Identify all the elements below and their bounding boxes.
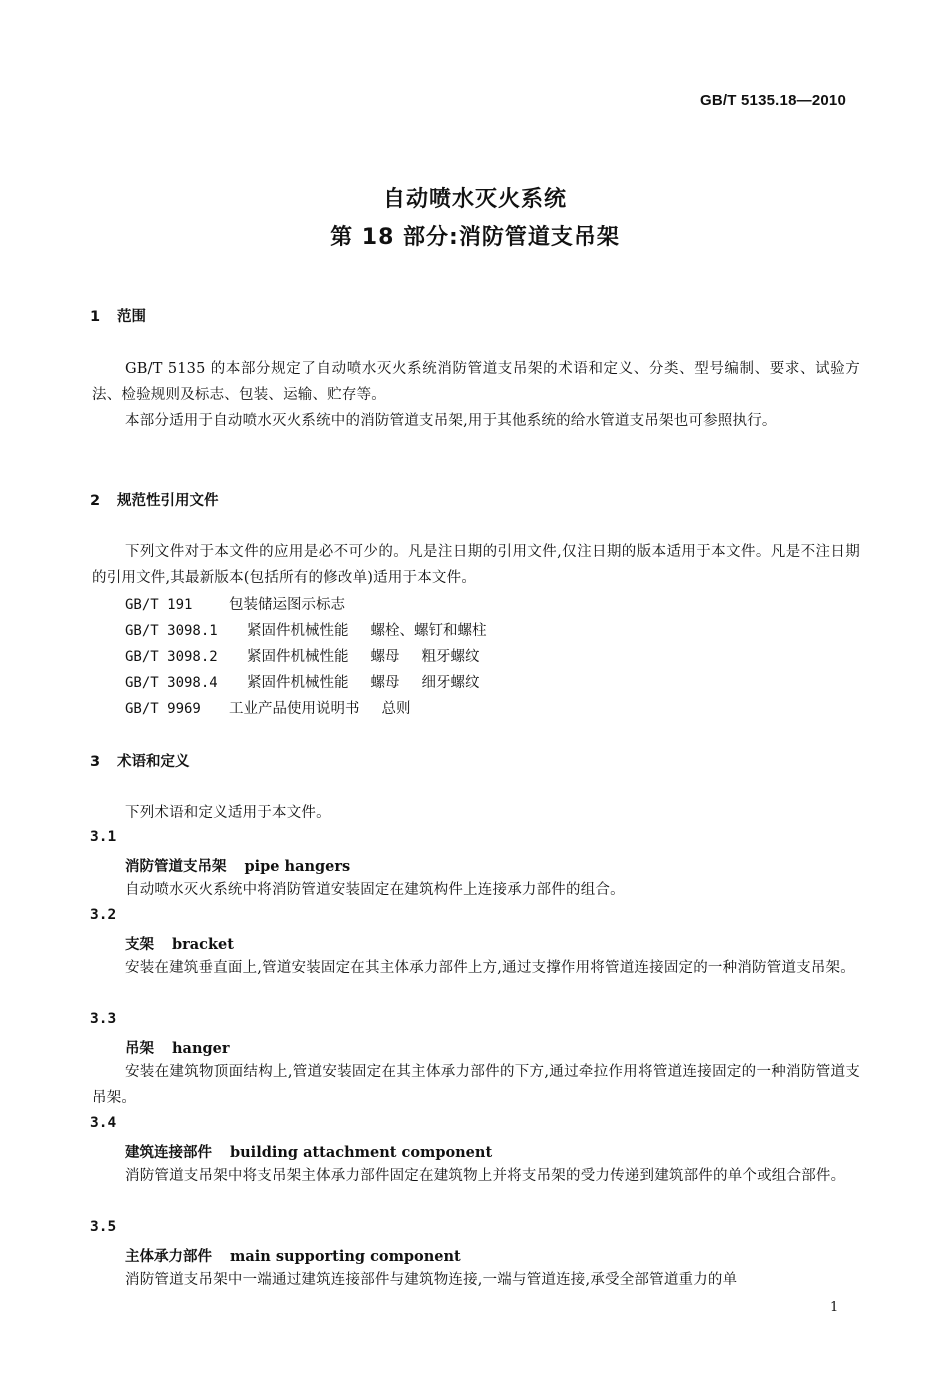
clause-number: 3.4 bbox=[90, 1115, 117, 1131]
term-en: main supporting component bbox=[230, 1248, 461, 1265]
reference-item bbox=[125, 645, 502, 666]
section-1-paragraph-2: 本部分适用于自动喷水灭火系统中的消防管道支吊架,用于其他系统的给水管道支吊架也可参照执行。 bbox=[125, 413, 777, 429]
clause-number: 3.2 bbox=[90, 907, 117, 923]
section-1-paragraph-1: GB/T 5135 的本部分规定了自动喷水灭火系统消防管道支吊架的术语和定义、分类、型号编制、要求、试验方法、检验规则及标志、包装、运输、贮存等。 bbox=[92, 361, 860, 403]
term-heading bbox=[125, 1037, 229, 1058]
standard-code: GB/T 5135.18—2010 bbox=[700, 92, 846, 109]
section-2-heading bbox=[90, 489, 219, 510]
term-definition: 消防管道支吊架中将支吊架主体承力部件固定在建筑物上并将支吊架的受力传递到建筑部件的单个或组合部件。 bbox=[125, 1168, 846, 1184]
reference-item bbox=[125, 697, 433, 718]
reference-subtitle: 螺栓、螺钉和螺柱 bbox=[370, 623, 487, 639]
section-number: 1 bbox=[90, 309, 101, 325]
reference-subtitle: 螺母 bbox=[370, 649, 400, 665]
term-en: pipe hangers bbox=[244, 858, 351, 875]
term-zh: 主体承力部件 bbox=[125, 1248, 212, 1265]
section-3-intro: 下列术语和定义适用于本文件。 bbox=[125, 805, 331, 821]
reference-title: 紧固件机械性能 bbox=[247, 623, 349, 639]
term-en: hanger bbox=[172, 1040, 230, 1057]
clause-number: 3.3 bbox=[90, 1011, 117, 1027]
reference-title: 工业产品使用说明书 bbox=[229, 701, 360, 717]
term-heading bbox=[125, 855, 350, 876]
document-title-line1: 自动喷水灭火系统 bbox=[382, 187, 567, 212]
section-title: 范围 bbox=[117, 309, 146, 325]
term-heading bbox=[125, 1141, 492, 1162]
term-zh: 建筑连接部件 bbox=[125, 1144, 212, 1161]
term-heading bbox=[125, 1245, 461, 1266]
term-definition: 安装在建筑物顶面结构上,管道安装固定在其主体承力部件的下方,通过牵拉作用将管道连接固定的一种消防管道支吊架。 bbox=[92, 1064, 860, 1106]
clause-number: 3.1 bbox=[90, 829, 117, 845]
section-title: 术语和定义 bbox=[117, 754, 190, 770]
reference-code: GB/T 191 bbox=[125, 597, 193, 613]
term-definition: 消防管道支吊架中一端通过建筑连接部件与建筑物连接,一端与管道连接,承受全部管道重力的单 bbox=[125, 1272, 738, 1288]
reference-code: GB/T 3098.2 bbox=[125, 649, 218, 665]
reference-subtitle-2: 粗牙螺纹 bbox=[421, 649, 480, 665]
section-3-heading bbox=[90, 750, 190, 771]
section-number: 3 bbox=[90, 754, 101, 770]
reference-code: GB/T 3098.1 bbox=[125, 623, 218, 639]
reference-subtitle: 螺母 bbox=[370, 675, 400, 691]
section-1-heading bbox=[90, 305, 146, 326]
term-definition: 安装在建筑垂直面上,管道安装固定在其主体承力部件上方,通过支撑作用将管道连接固定的一种消防管道支吊架。 bbox=[125, 960, 855, 976]
reference-subtitle-2: 细牙螺纹 bbox=[421, 675, 480, 691]
reference-subtitle: 总则 bbox=[381, 701, 411, 717]
reference-title: 紧固件机械性能 bbox=[247, 649, 349, 665]
term-definition: 自动喷水灭火系统中将消防管道安装固定在建筑构件上连接承力部件的组合。 bbox=[125, 882, 625, 898]
reference-title: 紧固件机械性能 bbox=[247, 675, 349, 691]
section-number: 2 bbox=[90, 493, 101, 509]
clause-number: 3.5 bbox=[90, 1219, 117, 1235]
reference-item bbox=[125, 593, 367, 614]
reference-code: GB/T 9969 bbox=[125, 701, 201, 717]
term-en: bracket bbox=[172, 936, 234, 953]
reference-item bbox=[125, 671, 502, 692]
reference-code: GB/T 3098.4 bbox=[125, 675, 218, 691]
reference-title: 包装储运图示标志 bbox=[229, 597, 345, 613]
term-en: building attachment component bbox=[230, 1144, 493, 1161]
page-number: 1 bbox=[830, 1300, 839, 1315]
document-title-line2: 第 18 部分:消防管道支吊架 bbox=[330, 225, 620, 250]
term-zh: 吊架 bbox=[125, 1040, 154, 1057]
reference-item bbox=[125, 619, 509, 640]
term-zh: 支架 bbox=[125, 936, 154, 953]
section-title: 规范性引用文件 bbox=[117, 493, 219, 509]
section-2-paragraph-1: 下列文件对于本文件的应用是必不可少的。凡是注日期的引用文件,仅注日期的版本适用于本文件。凡是不注日期的引用文件,其最新版本(包括所有的修改单)适用于本文件。 bbox=[92, 544, 860, 586]
term-zh: 消防管道支吊架 bbox=[125, 858, 227, 875]
term-heading bbox=[125, 933, 234, 954]
